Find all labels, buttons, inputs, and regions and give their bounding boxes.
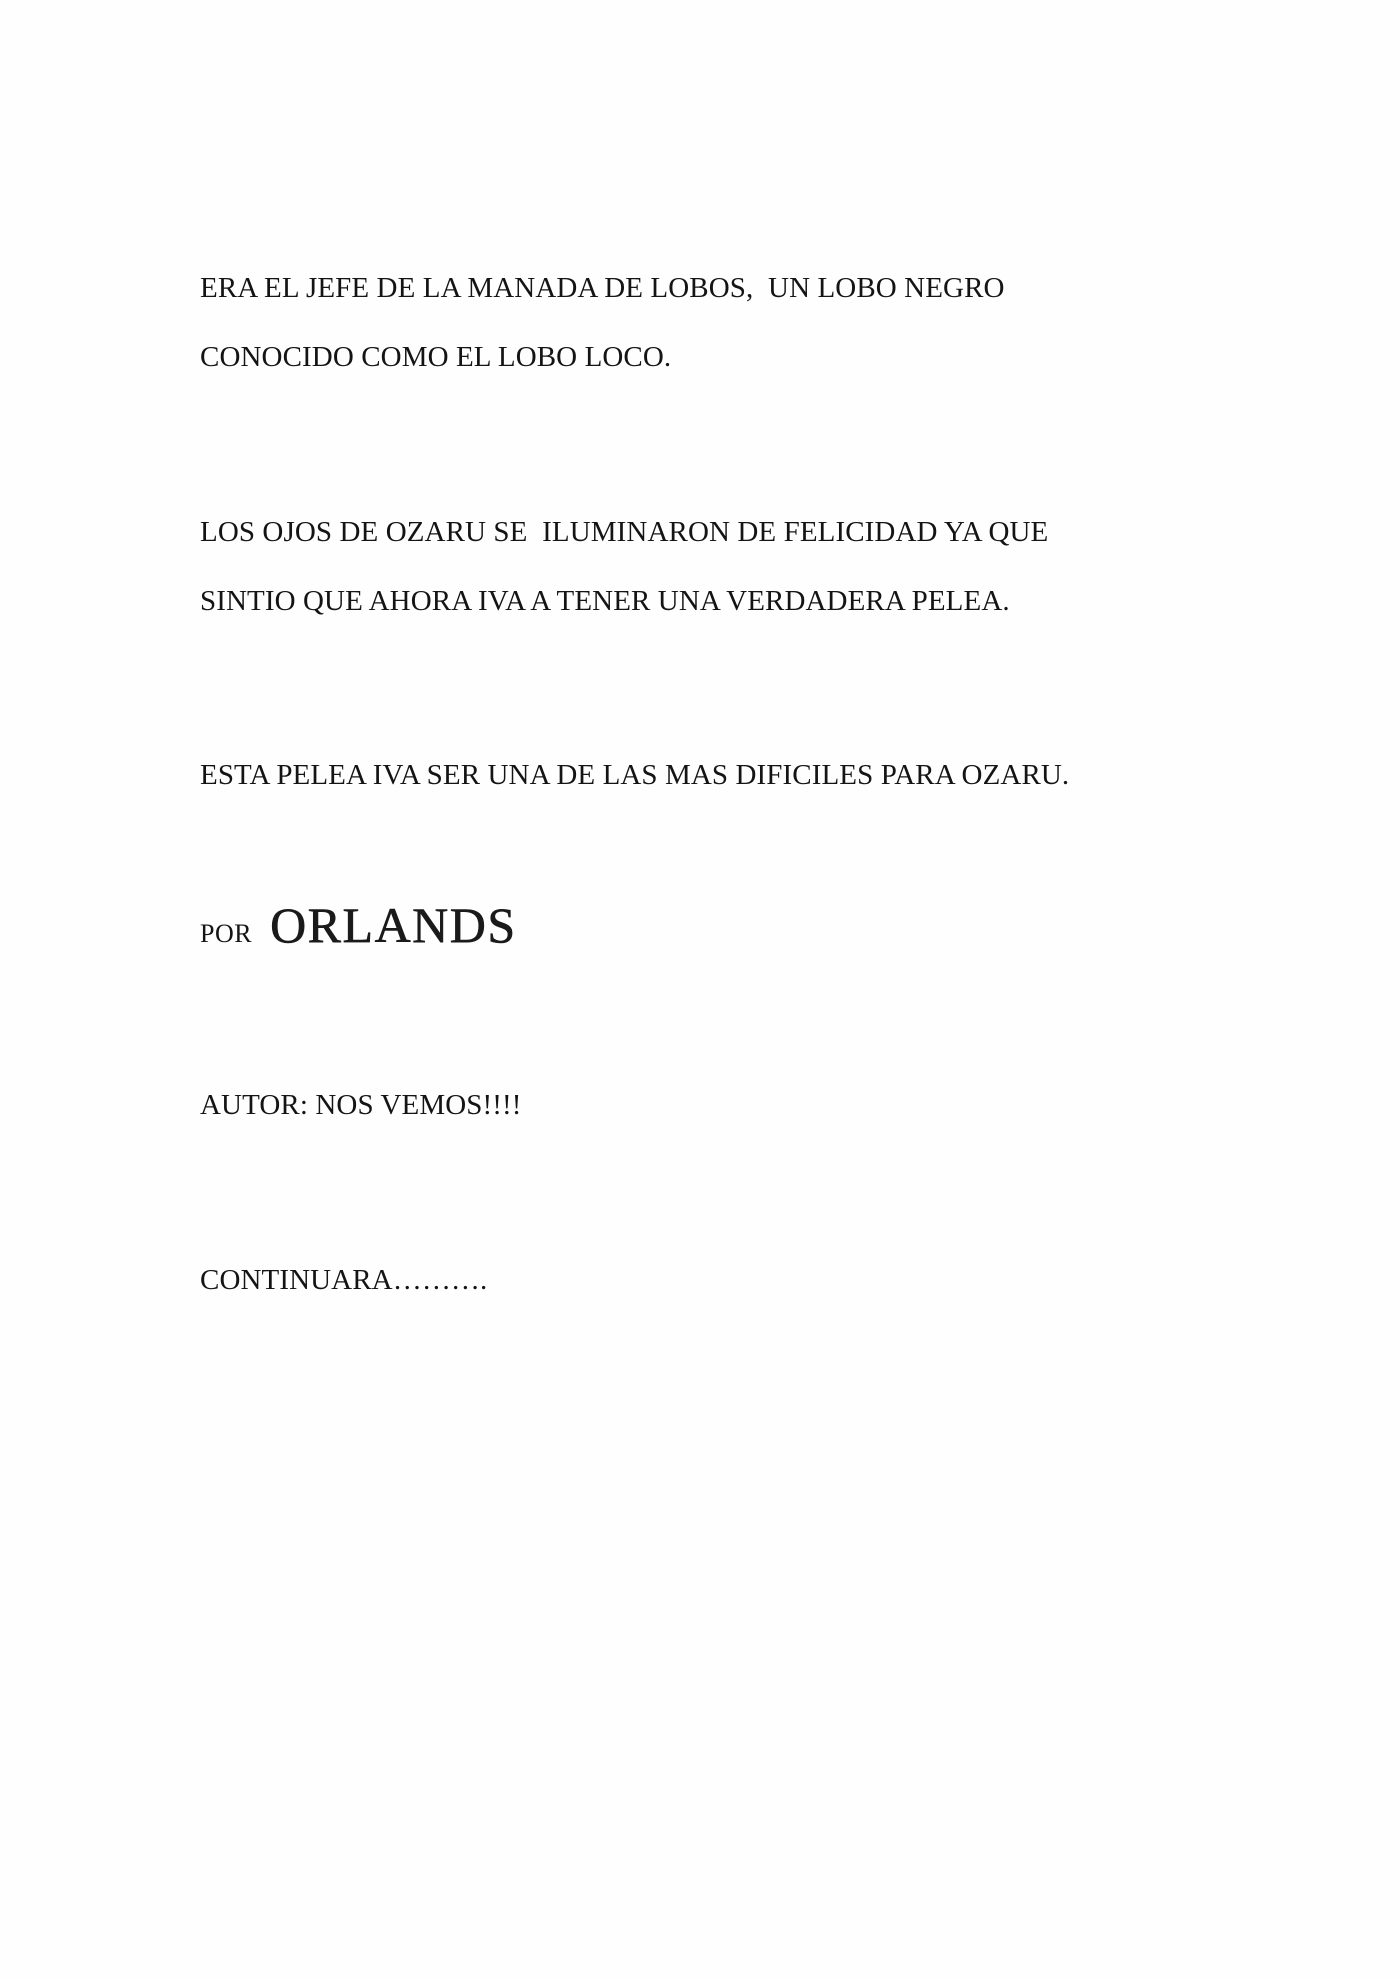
byline-prefix: POR xyxy=(200,919,253,948)
paragraph-1-line-2: CONOCIDO COMO EL LOBO LOCO. xyxy=(200,341,672,373)
closing-text: CONTINUARA………. xyxy=(200,1264,488,1296)
paragraph-1-line-1: ERA EL JEFE DE LA MANADA DE LOBOS, UN LOBO NEGRO xyxy=(200,272,1005,304)
byline-author: ORLANDS xyxy=(270,897,517,953)
paragraph-2-line-1: LOS OJOS DE OZARU SE ILUMINARON DE FELICIDAD YA QUE xyxy=(200,516,1049,548)
author-note: AUTOR: NOS VEMOS!!!! xyxy=(200,1089,522,1121)
paragraph-2-line-2: SINTIO QUE AHORA IVA A TENER UNA VERDADERA PELEA. xyxy=(200,585,1010,617)
paragraph-3-line-1: ESTA PELEA IVA SER UNA DE LAS MAS DIFICILES PARA OZARU. xyxy=(200,759,1070,791)
byline xyxy=(200,896,517,954)
